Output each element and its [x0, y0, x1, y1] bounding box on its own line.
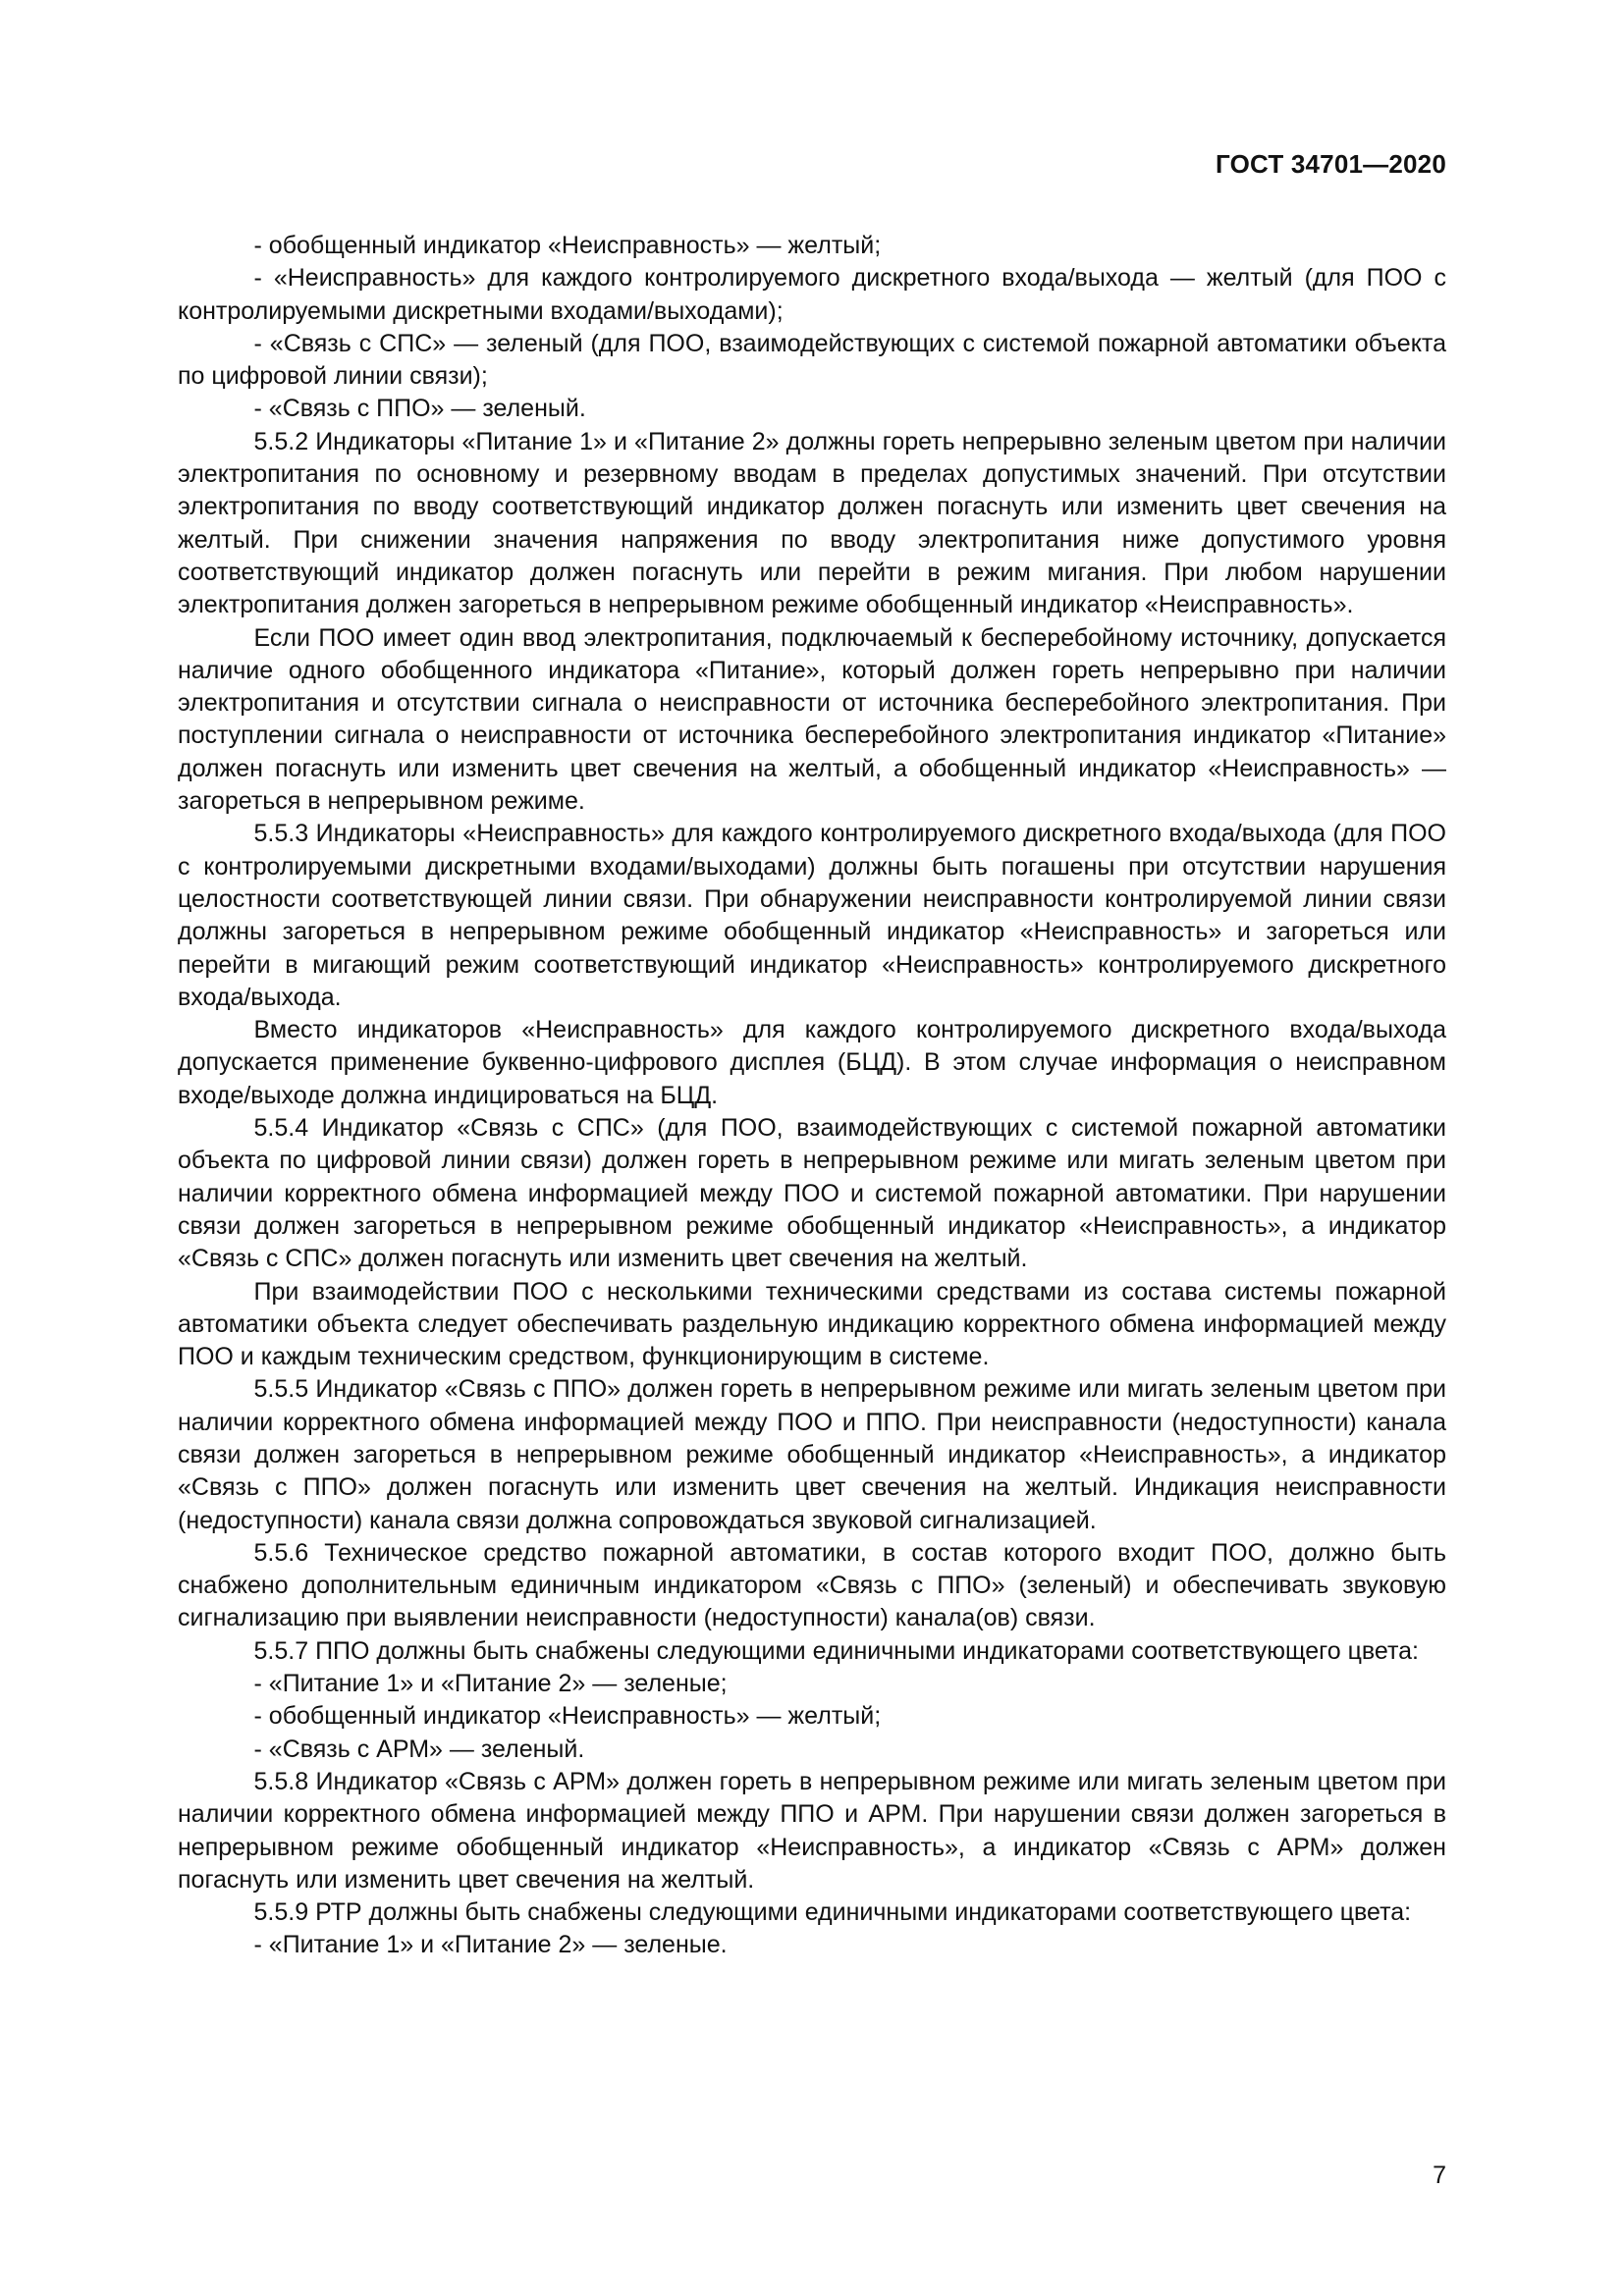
list-item: - «Связь с ППО» — зеленый.: [253, 395, 586, 423]
list-item: - обобщенный индикатор «Неисправность» — желтый;: [253, 1702, 882, 1731]
document-body: [178, 230, 1446, 1962]
list-item: - «Связь с АРМ» — зеленый.: [253, 1735, 585, 1763]
clause-5-5-5: 5.5.5 Индикатор «Связь с ППО» должен гореть в непрерывном режиме или мигать зеленым цветом при наличии корректного обмена информацией между ПОО и ППО. При неисправности (недоступности) канала связи должен загореться в непрерывном режиме обобщенный индикатор «Неисправность», а индикатор «Связь с ППО» должен погаснуть или изменить цвет свечения на желтый. Индикация неисправности (недоступности) канала связи должна сопровождаться звуковой сигнализацией.: [178, 1375, 1446, 1534]
list-item: - «Питание 1» и «Питание 2» — зеленые;: [253, 1670, 728, 1698]
document-id: ГОСТ 34701—2020: [1216, 149, 1446, 179]
list-item: - «Связь с СПС» — зеленый (для ПОО, взаимодействующих с системой пожарной автоматики объекта по цифровой линии связи);: [178, 329, 1446, 391]
list-item: - «Неисправность» для каждого контролируемого дискретного входа/выхода — желтый (для ПОО с контролируемыми дискретными входами/выходами);: [178, 264, 1446, 325]
clause-5-5-8: 5.5.8 Индикатор «Связь с АРМ» должен гореть в непрерывном режиме или мигать зеленым цветом при наличии корректного обмена информацией между ППО и АРМ. При нарушении связи должен загореться в непрерывном режиме обобщенный индикатор «Неисправность», а индикатор «Связь с АРМ» должен погаснуть или изменить цвет свечения на желтый.: [178, 1767, 1446, 1894]
clause-5-5-6: 5.5.6 Техническое средство пожарной автоматики, в состав которого входит ПОО, должно быть снабжено дополнительным единичным индикатором «Связь с ППО» (зеленый) и обеспечивать звуковую сигнализацию при выявлении неисправности (недоступности) канала(ов) связи.: [178, 1538, 1446, 1632]
paragraph: Вместо индикаторов «Неисправность» для каждого контролируемого дискретного входа/выхода допускается применение буквенно-цифрового дисплея (БЦД). В этом случае информация о неисправном входе/выходе должна индицироваться на БЦД.: [178, 1016, 1446, 1109]
paragraph: Если ПОО имеет один ввод электропитания, подключаемый к бесперебойному источнику, допускается наличие одного обобщенного индикатора «Питание», который должен гореть непрерывно при наличии электропитания и отсутствии сигнала о неисправности от источника бесперебойного электропитания. При поступлении сигнала о неисправности от источника бесперебойного электропитания индикатор «Питание» должен погаснуть или изменить цвет свечения на желтый, а обобщенный индикатор «Неисправность» — загореться в непрерывном режиме.: [178, 623, 1446, 816]
page-number: 7: [1433, 2162, 1446, 2189]
clause-5-5-4: 5.5.4 Индикатор «Связь с СПС» (для ПОО, взаимодействующих с системой пожарной автоматики объекта по цифровой линии связи) должен гореть в непрерывном режиме или мигать зеленым цветом при наличии корректного обмена информацией между ПОО и системой пожарной автоматики. При нарушении связи должен загореться в непрерывном режиме обобщенный индикатор «Неисправность», а индикатор «Связь с СПС» должен погаснуть или изменить цвет свечения на желтый.: [178, 1114, 1446, 1273]
paragraph: При взаимодействии ПОО с несколькими техническими средствами из состава системы пожарной автоматики объекта следует обеспечивать раздельную индикацию корректного обмена информацией между ПОО и каждым техническим средством, функционирующим в системе.: [178, 1277, 1446, 1371]
list-item: - обобщенный индикатор «Неисправность» — желтый;: [253, 232, 882, 259]
list-item: - «Питание 1» и «Питание 2» — зеленые.: [253, 1931, 728, 1959]
clause-5-5-2: 5.5.2 Индикаторы «Питание 1» и «Питание 2» должны гореть непрерывно зеленым цветом при наличии электропитания по основному и резервному вводам в пределах допустимых значений. При отсутствии электропитания по вводу соответствующий индикатор должен погаснуть или изменить цвет свечения на желтый. При снижении значения напряжения по вводу электропитания ниже допустимого уровня соответствующий индикатор должен погаснуть или перейти в режим мигания. При любом нарушении электропитания должен загореться в непрерывном режиме обобщенный индикатор «Неисправность».: [178, 427, 1446, 619]
clause-5-5-3: 5.5.3 Индикаторы «Неисправность» для каждого контролируемого дискретного входа/выхода (для ПОО с контролируемыми дискретными входами/выходами) должны быть погашены при отсутствии нарушения целостности соответствующей линии связи. При обнаружении неисправности контролируемой линии связи должны загореться в непрерывном режиме обобщенный индикатор «Неисправность» и загореться или перейти в мигающий режим соответствующий индикатор «Неисправность» контролируемого дискретного входа/выхода.: [178, 820, 1446, 1011]
clause-5-5-7: 5.5.7 ППО должны быть снабжены следующими единичными индикаторами соответствующего цвета:: [253, 1636, 1419, 1665]
clause-5-5-9: 5.5.9 РТР должны быть снабжены следующими единичными индикаторами соответствующего цвета:: [253, 1898, 1412, 1927]
